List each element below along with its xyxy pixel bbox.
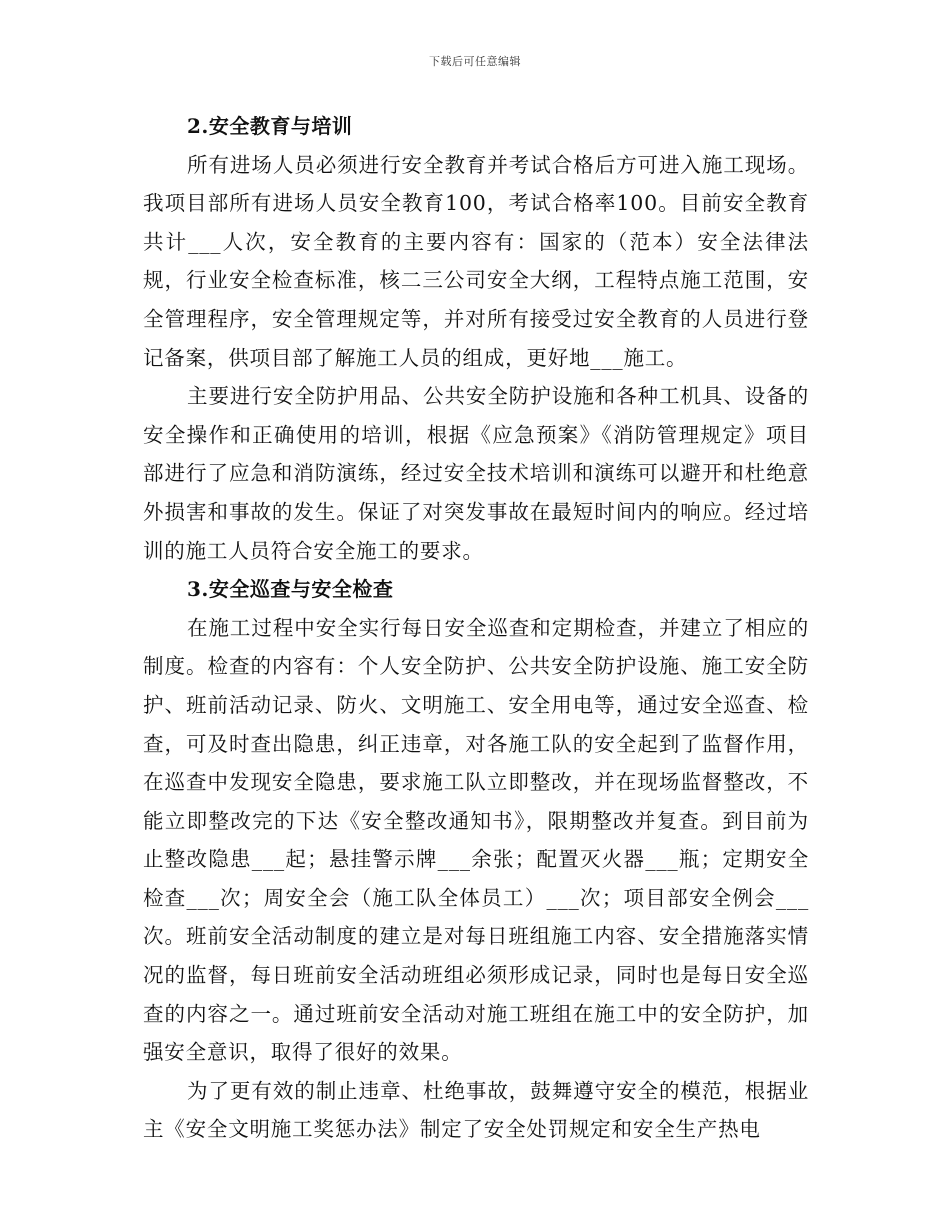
paragraph: 在施工过程中安全实行每日安全巡查和定期检查，并建立了相应的制度。检查的内容有：个人安全防护、公共安全防护设施、施工安全防护、班前活动记录、防火、文明施工、安全用电等，通过安全巡查、检查，可及时查出隐患，纠正违章，对各施工队的安全起到了监督作用，在巡查中发现安全隐患，要求施工队立即整改，并在现场监督整改，不能立即整改完的下达《安全整改通知书》，限期整改并复查。到目前为止整改隐患___起；悬挂警示牌___余张；配置灭火器___瓶；定期安全检查___次；周安全会（施工队全体员工）___次；项目部安全例会___次。班前安全活动制度的建立是对每日班组施工内容、安全措施落实情况的监督，每日班前安全活动班组必须形成记录，同时也是每日安全巡查的内容之一。通过班前安全活动对施工班组在施工中的安全防护，加强安全意识，取得了很好的效果。 <box>143 615 809 1065</box>
section-heading-safety-inspection: 3.安全巡查与安全检查 <box>187 577 394 602</box>
document-body <box>143 107 809 1149</box>
paragraph: 主要进行安全防护用品、公共安全防护设施和各种工机具、设备的安全操作和正确使用的培训，根据《应急预案》《消防管理规定》项目部进行了应急和消防演练，经过安全技术培训和演练可以避开和杜绝意外损害和事故的发生。保证了对突发事故在最短时间内的响应。经过培训的施工人员符合安全施工的要求。 <box>143 384 809 563</box>
paragraph: 所有进场人员必须进行安全教育并考试合格后方可进入施工现场。我项目部所有进场人员安全教育100，考试合格率100。目前安全教育共计___人次，安全教育的主要内容有：国家的（范本）安全法律法规，行业安全检查标准，核二三公司安全大纲，工程特点施工范围，安全管理程序，安全管理规定等，并对所有接受过安全教育的人员进行登记备案，供项目部了解施工人员的组成，更好地___施工。 <box>143 152 809 370</box>
section-heading-safety-education: 2.安全教育与培训 <box>187 114 353 138</box>
paragraph: 为了更有效的制止违章、杜绝事故，鼓舞遵守安全的模范，根据业主《安全文明施工奖惩办法》制定了安全处罚规定和安全生产热电 <box>143 1078 809 1142</box>
page-header: 下载后可任意编辑 <box>429 55 521 68</box>
